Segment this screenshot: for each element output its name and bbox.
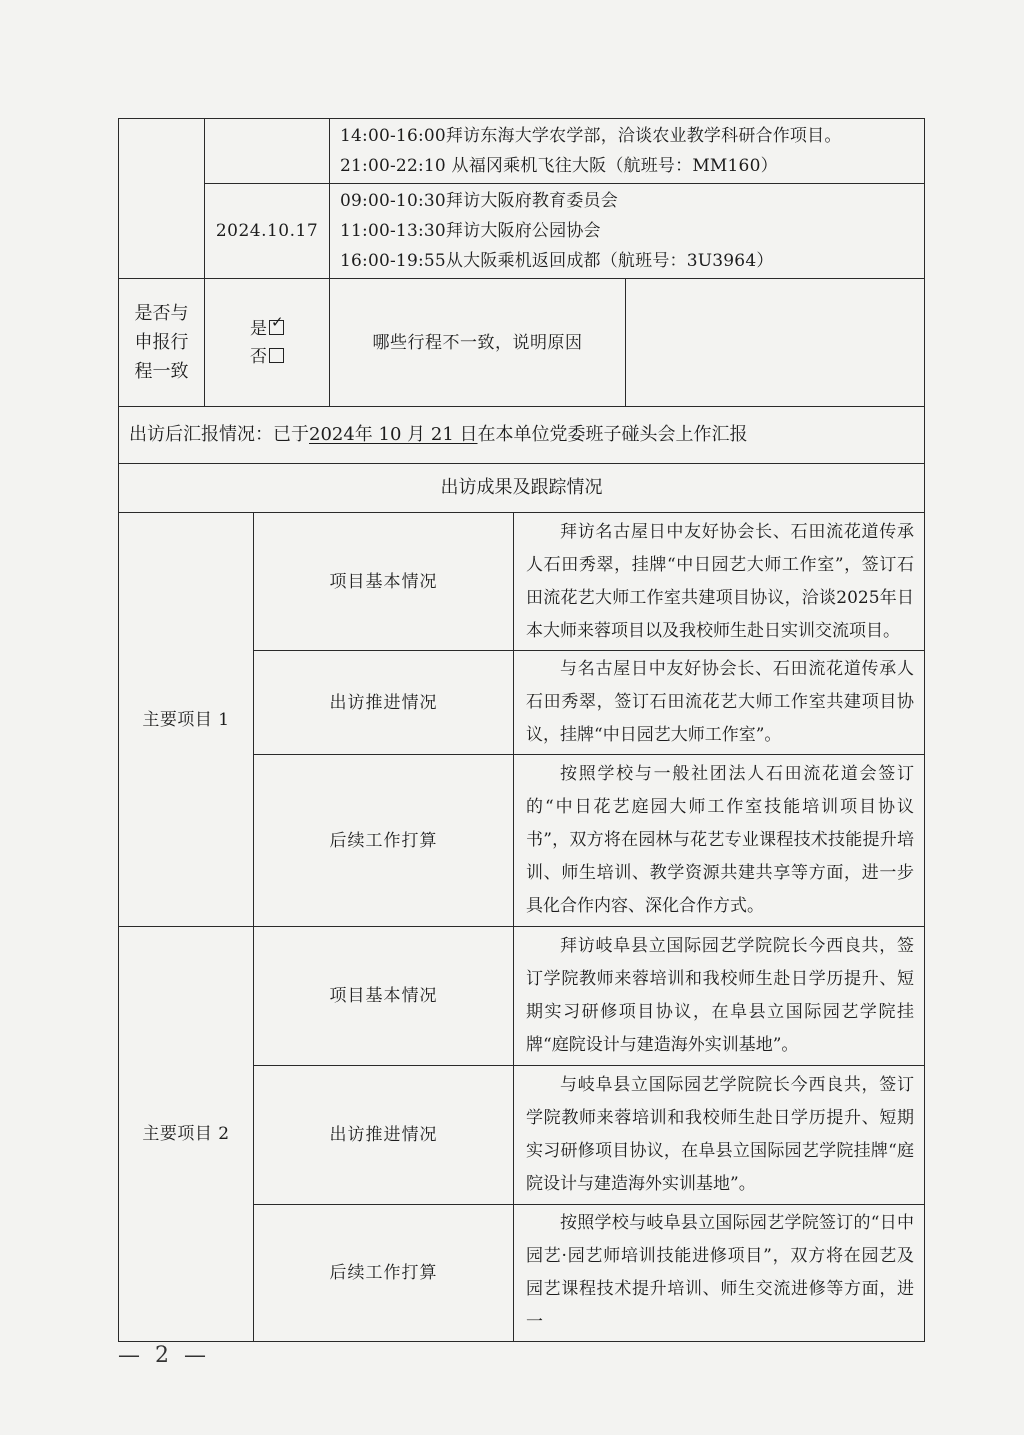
project-2-basic-label: 项目基本情况 — [254, 927, 514, 1066]
page-number: — 2 — — [118, 1343, 210, 1368]
schedule-item: 11:00-13:30拜访大阪府公园协会 — [340, 221, 601, 241]
schedule-date-cell-prev — [205, 119, 330, 184]
consistency-label-line: 是否与 — [134, 303, 189, 324]
project-2-row-1 — [119, 927, 925, 1066]
consistency-label — [119, 279, 205, 407]
project-2-progress-label: 出访推进情况 — [254, 1066, 514, 1205]
checkmark-icon: ✓ — [271, 312, 284, 331]
paragraph: 与名古屋日中友好协会长、石田流花道传承人石田秀翠，签订石田流花艺大师工作室共建项目协议，挂牌“中日园艺大师工作室”。 — [526, 659, 915, 745]
consistency-label-line: 申报行 — [134, 332, 189, 353]
project-1-progress-label: 出访推进情况 — [254, 651, 514, 755]
schedule-items-last — [330, 184, 925, 279]
choice-no-label: 否 — [250, 346, 267, 367]
choice-yes[interactable] — [205, 312, 329, 343]
project-1-row-1 — [119, 513, 925, 651]
schedule-row-prev — [119, 119, 925, 184]
consistency-label-line: 程一致 — [134, 361, 189, 382]
results-heading: 出访成果及跟踪情况 — [119, 464, 925, 513]
consistency-row — [119, 279, 925, 407]
project-2-progress-text — [514, 1066, 925, 1205]
schedule-item: 14:00-16:00拜访东海大学农学部，洽谈农业教学科研合作项目。 — [340, 126, 842, 146]
project-1-name: 主要项目 1 — [119, 513, 254, 927]
schedule-row-last — [119, 184, 925, 279]
schedule-item: 09:00-10:30拜访大阪府教育委员会 — [340, 191, 618, 211]
project-1-plan-label: 后续工作打算 — [254, 755, 514, 927]
project-2-basic-text — [514, 927, 925, 1066]
report-prefix: 出访后汇报情况：已于 — [129, 424, 309, 445]
choice-no[interactable] — [205, 343, 329, 371]
report-cell — [119, 407, 925, 464]
consistency-choice-cell — [205, 279, 330, 407]
project-1-progress-text — [514, 651, 925, 755]
paragraph: 按照学校与一般社团法人石田流花道会签订的“中日花艺庭园大师工作室技能培训项目协议书”，双方将在园林与花艺专业课程技术技能提升培训、师生培训、教学资源共建共享等方面，进一步具化合作内容、深化合作方式。 — [526, 764, 915, 916]
paragraph: 按照学校与岐阜县立国际园艺学院签订的“日中园艺·园艺师培训技能进修项目”，双方将在园艺及园艺课程技术提升培训、师生交流进修等方面，进一 — [526, 1213, 915, 1332]
checked-box-icon[interactable] — [269, 312, 284, 335]
schedule-items-prev — [330, 119, 925, 184]
paragraph: 拜访名古屋日中友好协会长、石田流花道传承人石田秀翠，挂牌“中日园艺大师工作室”，签订石田流花艺大师工作室共建项目协议，洽谈2025年日本大师来蓉项目以及我校师生赴日实训交流项目。 — [526, 521, 915, 641]
project-2-name: 主要项目 2 — [119, 927, 254, 1342]
schedule-item: 21:00-22:10 从福冈乘机飞往大阪（航班号：MM160） — [340, 156, 778, 176]
paragraph: 与岐阜县立国际园艺学院院长今西良共，签订学院教师来蓉培训和我校师生赴日学历提升、短期实习研修项目协议，在阜县立国际园艺学院挂牌“庭院设计与建造海外实训基地”。 — [526, 1075, 915, 1194]
inconsistency-prompt: 哪些行程不一致，说明原因 — [330, 279, 626, 407]
inconsistency-answer-cell[interactable] — [626, 279, 925, 407]
results-heading-row — [119, 464, 925, 513]
report-suffix: 在本单位党委班子碰头会上作汇报 — [477, 424, 748, 445]
schedule-item: 16:00-19:55从大阪乘机返回成都（航班号：3U3964） — [340, 251, 774, 271]
project-2-plan-label: 后续工作打算 — [254, 1205, 514, 1342]
project-1-basic-text — [514, 513, 925, 651]
schedule-date: 2024.10.17 — [205, 184, 330, 279]
visit-report-table — [118, 118, 925, 1342]
paragraph: 拜访岐阜县立国际园艺学院院长今西良共，签订学院教师来蓉培训和我校师生赴日学历提升、短期实习研修项目协议，在阜县立国际园艺学院挂牌“庭院设计与建造海外实训基地”。 — [526, 936, 915, 1055]
empty-box-icon[interactable] — [269, 348, 284, 363]
project-1-plan-text — [514, 755, 925, 927]
report-row — [119, 407, 925, 464]
project-2-plan-text — [514, 1205, 925, 1342]
choice-yes-label: 是 — [250, 318, 267, 339]
report-date: 2024年 10 月 21 日 — [309, 424, 478, 445]
schedule-left-cell — [119, 119, 205, 279]
project-1-basic-label: 项目基本情况 — [254, 513, 514, 651]
